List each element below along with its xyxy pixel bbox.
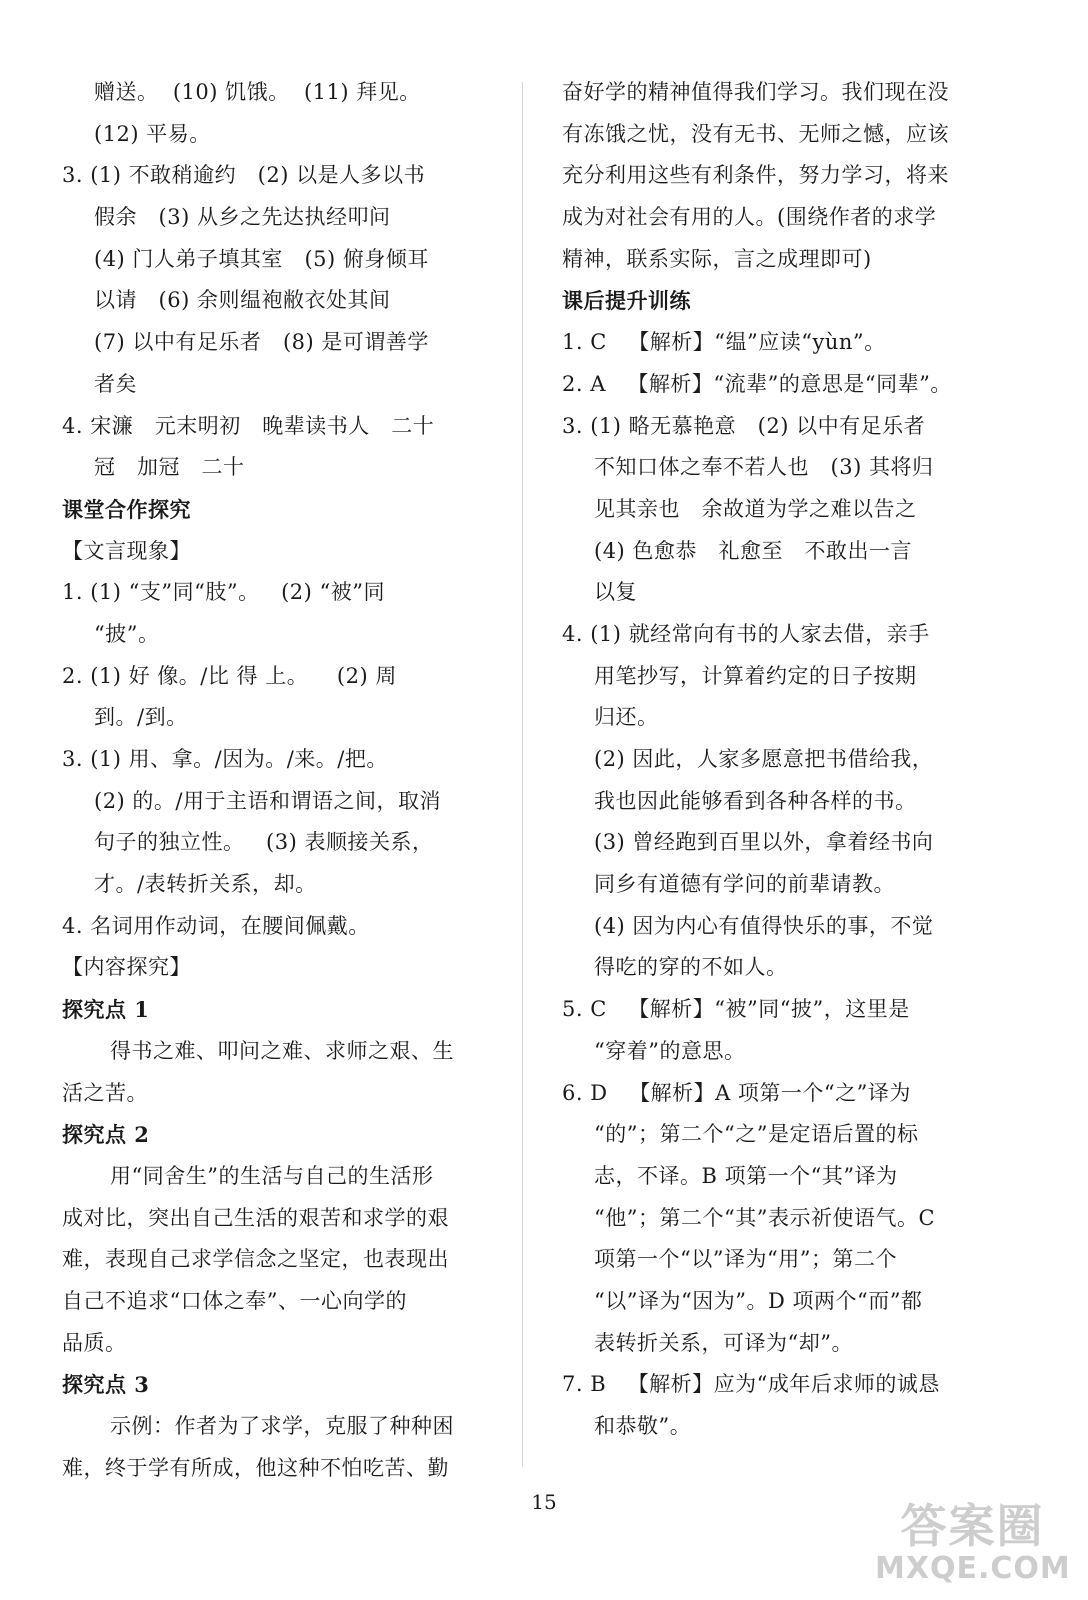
text-line: 假余 (3) 从乡之先达执经叩问 [94,205,391,230]
text-line: 成对比，突出自己生活的艰苦和求学的艰 [62,1205,449,1230]
section-heading: 探究点 2 [62,1122,150,1148]
text-line: 3. (1) 用、拿。/因为。/来。/把。 [62,747,388,771]
text-line: 5. C 【解析】“被”同“披”，这里是 [562,997,910,1022]
section-heading: 探究点 1 [62,997,150,1023]
text-line: 4. 名词用作动词，在腰间佩戴。 [62,913,370,938]
text-line: 赠送。 (10) 饥饿。 (11) 拜见。 [94,80,421,104]
text-line: (4) 色愈恭 礼愈至 不敢出一言 [594,538,912,563]
text-line: 我也因此能够看到各种各样的书。 [594,788,917,813]
text-line: 归还。 [594,705,659,730]
text-line: 充分利用这些有利条件，努力学习，将来 [562,163,949,188]
text-line: 用“同舍生”的生活与自己的生活形 [110,1163,434,1188]
text-line: 1. (1) “支”同“肢”。 (2) “被”同 [62,580,385,605]
text-line: 用笔抄写，计算着约定的日子按期 [594,663,917,688]
text-line: 2. (1) 好 像。/比 得 上。 (2) 周 [62,663,397,688]
text-line: 见其亲也 余故道为学之难以告之 [594,496,917,521]
text-line: 6. D 【解析】A 项第一个“之”译为 [562,1080,911,1105]
text-line: “以”译为“因为”。D 项两个“而”都 [594,1288,923,1313]
text-line: 自己不追求“口体之奉”、一心向学的 [62,1288,407,1313]
text-line: “披”。 [94,621,160,646]
text-line: (3) 曾经跑到百里以外，拿着经书向 [594,830,934,855]
text-line: “他”；第二个“其”表示祈使语气。C [594,1205,936,1230]
text-line: 2. A 【解析】“流辈”的意思是“同辈”。 [562,371,952,396]
text-line: 精神，联系实际，言之成理即可) [562,246,872,271]
text-line: 同乡有道德有学问的前辈请教。 [594,872,895,897]
text-line: 得书之难、叩问之难、求师之艰、生 [110,1038,454,1063]
text-line: 难，终于学有所成，他这种不怕吃苦、勤 [62,1455,449,1480]
text-line: (4) 因为内心有值得快乐的事，不觉 [594,913,934,938]
text-line: 4. (1) 就经常向有书的人家去借，亲手 [562,621,930,646]
text-line: “的”；第二个“之”是定语后置的标 [594,1122,919,1147]
text-line: 3. (1) 不敢稍逾约 (2) 以是人多以书 [62,163,426,188]
text-line: 4. 宋濂 元末明初 晚辈读书人 二十 [62,413,435,438]
text-line: “穿着”的意思。 [594,1038,746,1063]
text-line: 句子的独立性。 (3) 表顺接关系， [94,830,434,855]
text-line: 到。/到。 [94,705,188,730]
text-line: 表转折关系，可译为“却”。 [594,1330,853,1355]
text-line: 1. C 【解析】“缊”应读“yùn”。 [562,330,886,355]
text-line: 冠 加冠 二十 [94,455,245,480]
text-line: 有冻饿之忧，没有无书、无师之憾，应该 [562,121,949,146]
column-divider [522,82,523,1467]
text-line: 3. (1) 略无慕艳意 (2) 以中有足乐者 [562,413,926,438]
text-line: 以请 (6) 余则缊袍敝衣处其间 [94,288,391,313]
watermark-logo: 答案圈 [900,1499,1045,1553]
text-line: 品质。 [62,1330,127,1355]
text-line: 难，表现自己求学信念之坚定，也表现出 [62,1247,449,1272]
section-heading: 课堂合作探究 [62,496,191,522]
watermark [875,1500,1070,1592]
text-line: 奋好学的精神值得我们学习。我们现在没 [562,80,949,104]
text-line: 和恭敬”。 [594,1414,692,1438]
text-line: (2) 的。/用于主语和谓语之间，取消 [94,788,441,813]
text-line: 7. B 【解析】应为“成年后求师的诚恳 [562,1372,940,1397]
left-column [62,72,492,1489]
text-line: 示例：作者为了求学，克服了种种困 [110,1414,454,1438]
page-number: 15 [531,1490,557,1514]
watermark-url: MXQE.COM [875,1551,1071,1586]
right-column [562,72,992,1448]
section-heading: 探究点 3 [62,1372,150,1398]
text-line: (12) 平易。 [94,121,211,146]
text-line: 项第一个“以”译为“用”；第二个 [594,1247,897,1272]
text-line: 成为对社会有用的人。(围绕作者的求学 [562,205,937,230]
text-line: 不知口体之奉不若人也 (3) 其将归 [594,455,934,480]
text-line: 得吃的穿的不如人。 [594,955,788,980]
text-line: 者矣 [94,371,137,396]
text-line: (4) 门人弟子填其室 (5) 俯身倾耳 [94,246,429,271]
text-line: 【文言现象】 [62,538,191,563]
text-line: 以复 [594,580,637,605]
text-line: 活之苦。 [62,1080,148,1105]
text-line: (2) 因此，人家多愿意把书借给我， [594,747,934,771]
section-heading: 课后提升训练 [562,288,691,314]
text-line: (7) 以中有足乐者 (8) 是可谓善学 [94,330,429,355]
text-line: 志，不译。B 项第一个“其”译为 [594,1163,898,1188]
text-line: 【内容探究】 [62,955,191,980]
text-line: 才。/表转折关系，却。 [94,872,317,897]
